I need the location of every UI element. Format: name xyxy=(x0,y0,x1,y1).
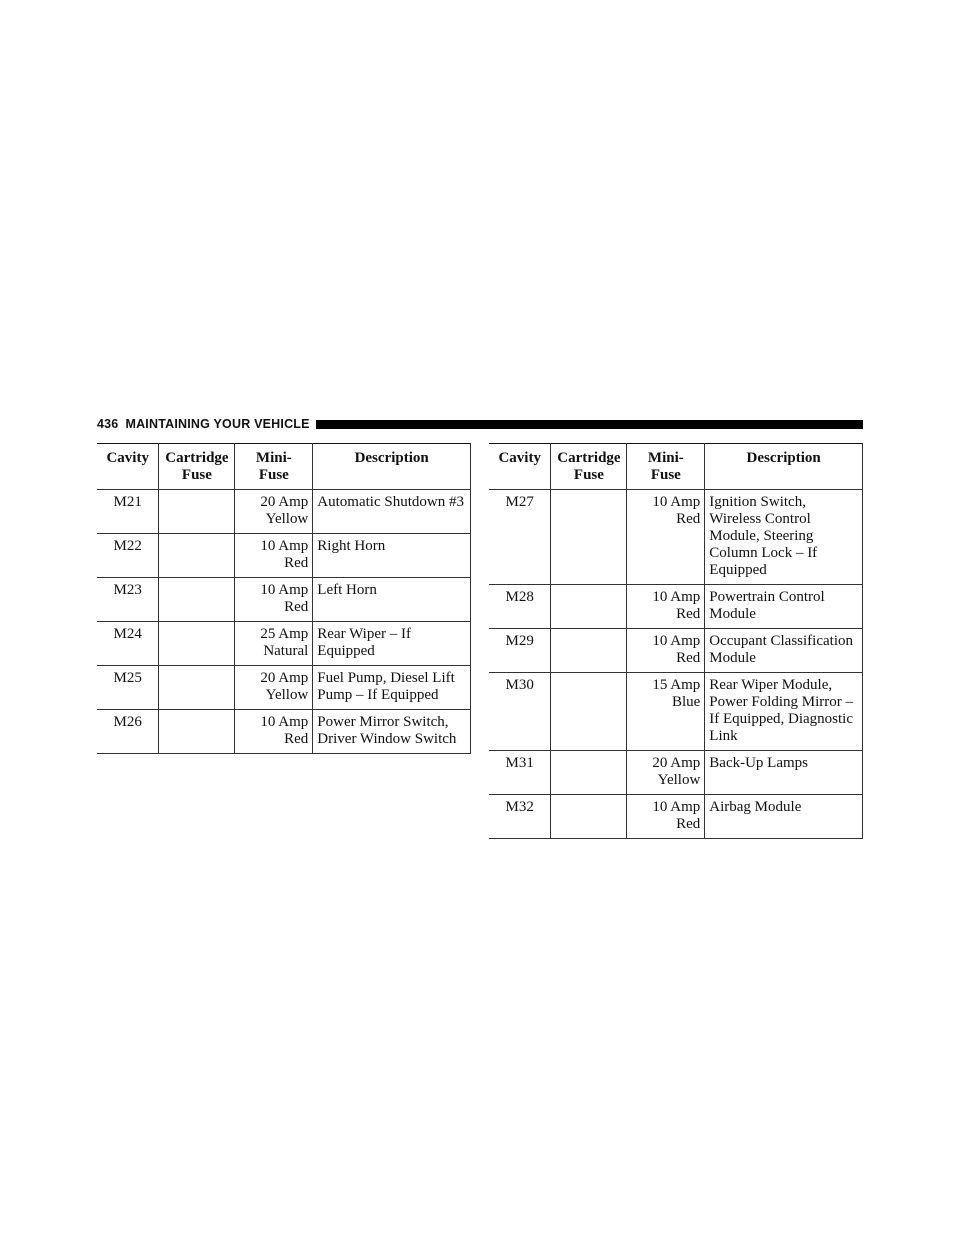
header-description: Description xyxy=(313,444,471,490)
cavity-cell: M28 xyxy=(489,585,551,629)
cavity-cell: M21 xyxy=(97,490,159,534)
table-row xyxy=(97,534,471,578)
table-row xyxy=(489,585,863,629)
mini-fuse-cell: 20 Amp Yellow xyxy=(235,666,313,710)
table-row xyxy=(489,629,863,673)
header-mini-fuse: Mini- Fuse xyxy=(627,444,705,490)
cartridge-fuse-cell xyxy=(551,585,627,629)
table-row xyxy=(97,666,471,710)
cartridge-fuse-cell xyxy=(159,710,235,754)
mini-fuse-cell: 10 Amp Red xyxy=(627,585,705,629)
mini-fuse-cell: 10 Amp Red xyxy=(627,629,705,673)
cartridge-fuse-cell xyxy=(551,629,627,673)
mini-fuse-cell: 10 Amp Red xyxy=(627,795,705,839)
header-cavity: Cavity xyxy=(97,444,159,490)
mini-fuse-cell: 10 Amp Red xyxy=(235,578,313,622)
description-cell: Rear Wiper – If Equipped xyxy=(313,622,471,666)
description-cell: Left Horn xyxy=(313,578,471,622)
mini-fuse-cell: 15 Amp Blue xyxy=(627,673,705,751)
description-cell: Power Mirror Switch, Driver Window Switch xyxy=(313,710,471,754)
header-mini-fuse: Mini- Fuse xyxy=(235,444,313,490)
table-row xyxy=(489,751,863,795)
cavity-cell: M29 xyxy=(489,629,551,673)
table-row xyxy=(97,710,471,754)
header-description: Description xyxy=(705,444,863,490)
fuse-table-left xyxy=(97,443,471,754)
description-cell: Fuel Pump, Diesel Lift Pump – If Equipped xyxy=(313,666,471,710)
cavity-cell: M32 xyxy=(489,795,551,839)
fuse-table-right xyxy=(489,443,863,839)
cavity-cell: M22 xyxy=(97,534,159,578)
header-cavity: Cavity xyxy=(489,444,551,490)
cartridge-fuse-cell xyxy=(551,673,627,751)
page-number: 436 xyxy=(97,417,119,431)
mini-fuse-cell: 10 Amp Red xyxy=(627,490,705,585)
cartridge-fuse-cell xyxy=(159,490,235,534)
table-row xyxy=(97,622,471,666)
cartridge-fuse-cell xyxy=(551,751,627,795)
table-row xyxy=(97,578,471,622)
cavity-cell: M31 xyxy=(489,751,551,795)
description-cell: Automatic Shutdown #3 xyxy=(313,490,471,534)
table-row xyxy=(489,673,863,751)
cavity-cell: M23 xyxy=(97,578,159,622)
cartridge-fuse-cell xyxy=(159,534,235,578)
cavity-cell: M27 xyxy=(489,490,551,585)
mini-fuse-cell: 10 Amp Red xyxy=(235,710,313,754)
table-header-row xyxy=(489,444,863,490)
description-cell: Airbag Module xyxy=(705,795,863,839)
cartridge-fuse-cell xyxy=(551,795,627,839)
table-row xyxy=(489,795,863,839)
description-cell: Ignition Switch, Wireless Control Module, Steering Column Lock – If Equipped xyxy=(705,490,863,585)
cartridge-fuse-cell xyxy=(159,666,235,710)
mini-fuse-cell: 10 Amp Red xyxy=(235,534,313,578)
page-header xyxy=(97,416,863,432)
mini-fuse-cell: 20 Amp Yellow xyxy=(627,751,705,795)
description-cell: Occupant Classification Module xyxy=(705,629,863,673)
header-cartridge-fuse: Cartridge Fuse xyxy=(159,444,235,490)
cavity-cell: M25 xyxy=(97,666,159,710)
mini-fuse-cell: 20 Amp Yellow xyxy=(235,490,313,534)
header-rule xyxy=(316,420,863,429)
cavity-cell: M24 xyxy=(97,622,159,666)
cartridge-fuse-cell xyxy=(551,490,627,585)
section-title: MAINTAINING YOUR VEHICLE xyxy=(125,417,310,431)
description-cell: Right Horn xyxy=(313,534,471,578)
table-row xyxy=(97,490,471,534)
description-cell: Rear Wiper Module, Power Folding Mirror – If Equipped, Diagnostic Link xyxy=(705,673,863,751)
header-cartridge-fuse: Cartridge Fuse xyxy=(551,444,627,490)
table-header-row xyxy=(97,444,471,490)
cavity-cell: M26 xyxy=(97,710,159,754)
mini-fuse-cell: 25 Amp Natural xyxy=(235,622,313,666)
description-cell: Powertrain Control Module xyxy=(705,585,863,629)
cartridge-fuse-cell xyxy=(159,578,235,622)
description-cell: Back-Up Lamps xyxy=(705,751,863,795)
table-row xyxy=(489,490,863,585)
cavity-cell: M30 xyxy=(489,673,551,751)
cartridge-fuse-cell xyxy=(159,622,235,666)
